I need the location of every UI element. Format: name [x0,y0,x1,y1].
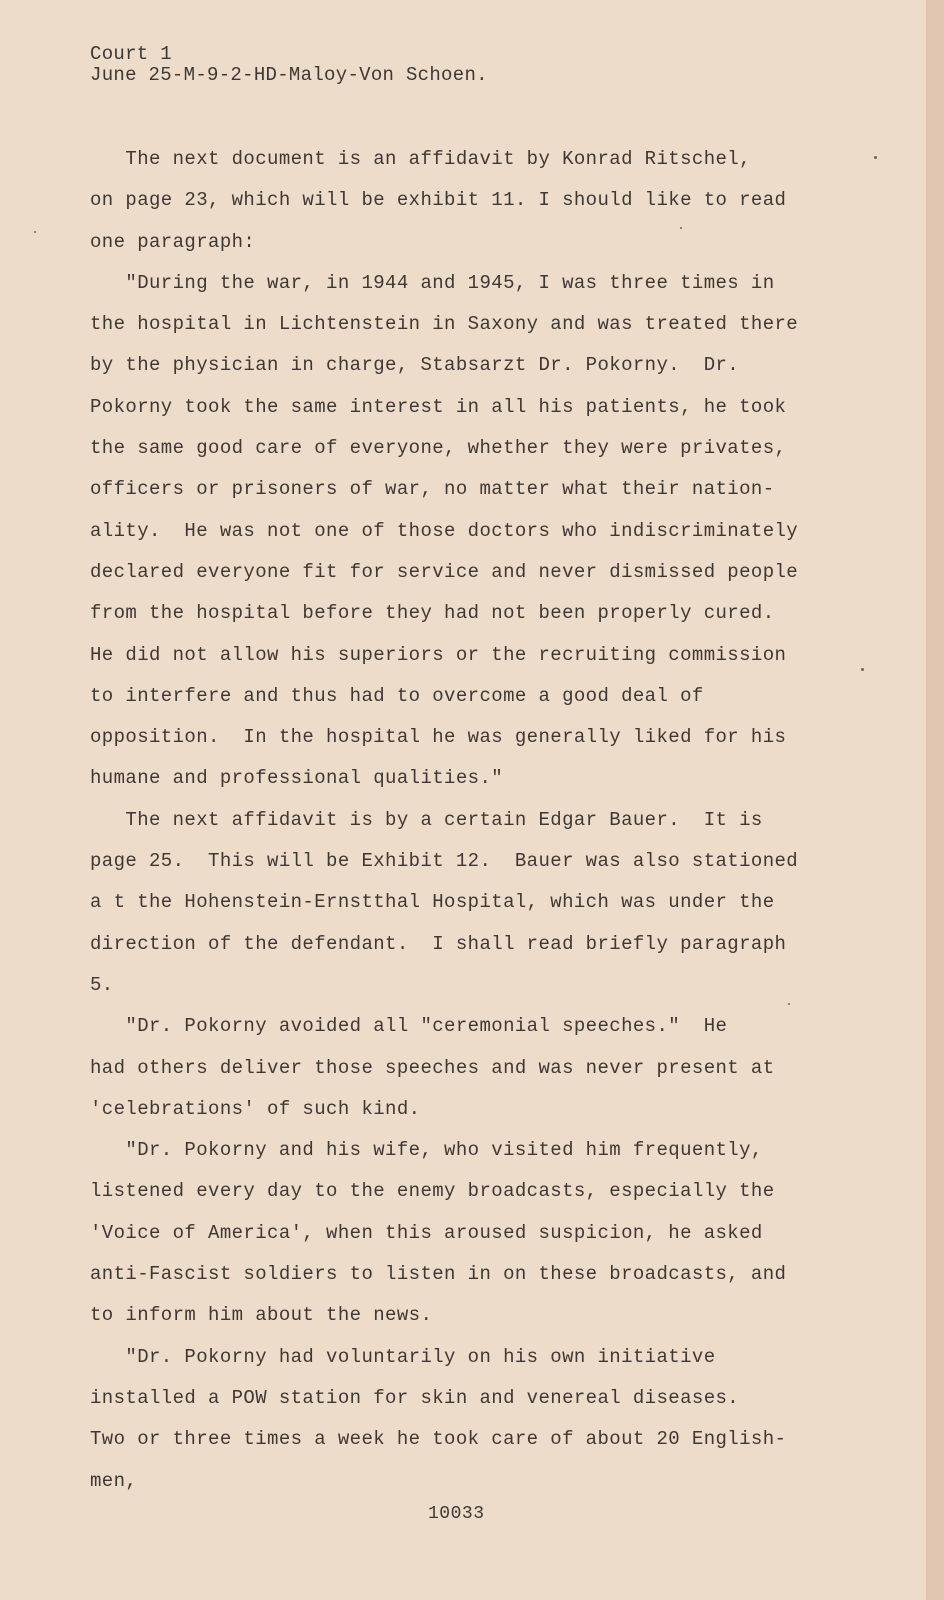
document-header [90,44,488,86]
text-line: by the physician in charge, Stabsarzt Dr. Pokorny. Dr. [90,354,740,377]
transcript-body [90,139,850,1502]
text-line: The next affidavit is by a certain Edgar Bauer. It is [90,808,763,831]
text-line: the hospital in Lichtenstein in Saxony and was treated there [90,313,799,336]
text-line: humane and professional qualities." [90,767,504,790]
page-number: 10033 [428,1504,485,1524]
text-line: on page 23, which will be exhibit 11. I should like to read [90,189,787,212]
text-line: 5. [90,973,114,996]
text-line: He did not allow his superiors or the recruiting commission [90,643,787,666]
text-line: from the hospital before they had not been properly cured. [90,602,775,625]
text-line: Two or three times a week he took care of about 20 English- [90,1428,787,1451]
text-line: ality. He was not one of those doctors who indiscriminately [90,519,799,542]
text-line: page 25. This will be Exhibit 12. Bauer was also stationed [90,850,799,873]
text-line: had others deliver those speeches and was never present at [90,1056,775,1079]
paper-speck [861,668,864,671]
court-label: Court 1 [90,43,172,65]
text-line: to interfere and thus had to overcome a good deal of [90,684,704,707]
text-line: 'Voice of America', when this aroused suspicion, he asked [90,1221,763,1244]
text-line: anti-Fascist soldiers to listen in on these broadcasts, and [90,1263,787,1286]
text-line: "Dr. Pokorny had voluntarily on his own initiative [90,1345,716,1368]
text-line: a t the Hohenstein-Ernstthal Hospital, which was under the [90,891,775,914]
text-line: declared everyone fit for service and never dismissed people [90,560,799,583]
text-line: 'celebrations' of such kind. [90,1097,421,1120]
text-line: men, [90,1469,138,1492]
text-line: one paragraph: [90,230,256,253]
text-line: listened every day to the enemy broadcasts, especially the [90,1180,775,1203]
text-line: officers or prisoners of war, no matter what their nation- [90,478,775,501]
paper-speck [788,1003,790,1005]
text-line: direction of the defendant. I shall read briefly paragraph [90,932,787,955]
paper-speck [34,231,36,233]
paper-speck [680,227,682,229]
text-line: The next document is an affidavit by Konrad Ritschel, [90,148,751,170]
text-line: to inform him about the news. [90,1304,433,1327]
text-line: opposition. In the hospital he was generally liked for his [90,726,787,749]
text-line: Pokorny took the same interest in all his patients, he took [90,395,787,418]
paper-speck [874,156,877,159]
text-line: "Dr. Pokorny avoided all "ceremonial speeches." He [90,1015,728,1038]
session-identifier: June 25-M-9-2-HD-Maloy-Von Schoen. [90,64,488,86]
text-line: installed a POW station for skin and venereal diseases. [90,1386,740,1409]
text-line: "During the war, in 1944 and 1945, I was three times in [90,271,775,294]
text-line: "Dr. Pokorny and his wife, who visited him frequently, [90,1139,763,1162]
text-line: the same good care of everyone, whether they were privates, [90,437,787,460]
